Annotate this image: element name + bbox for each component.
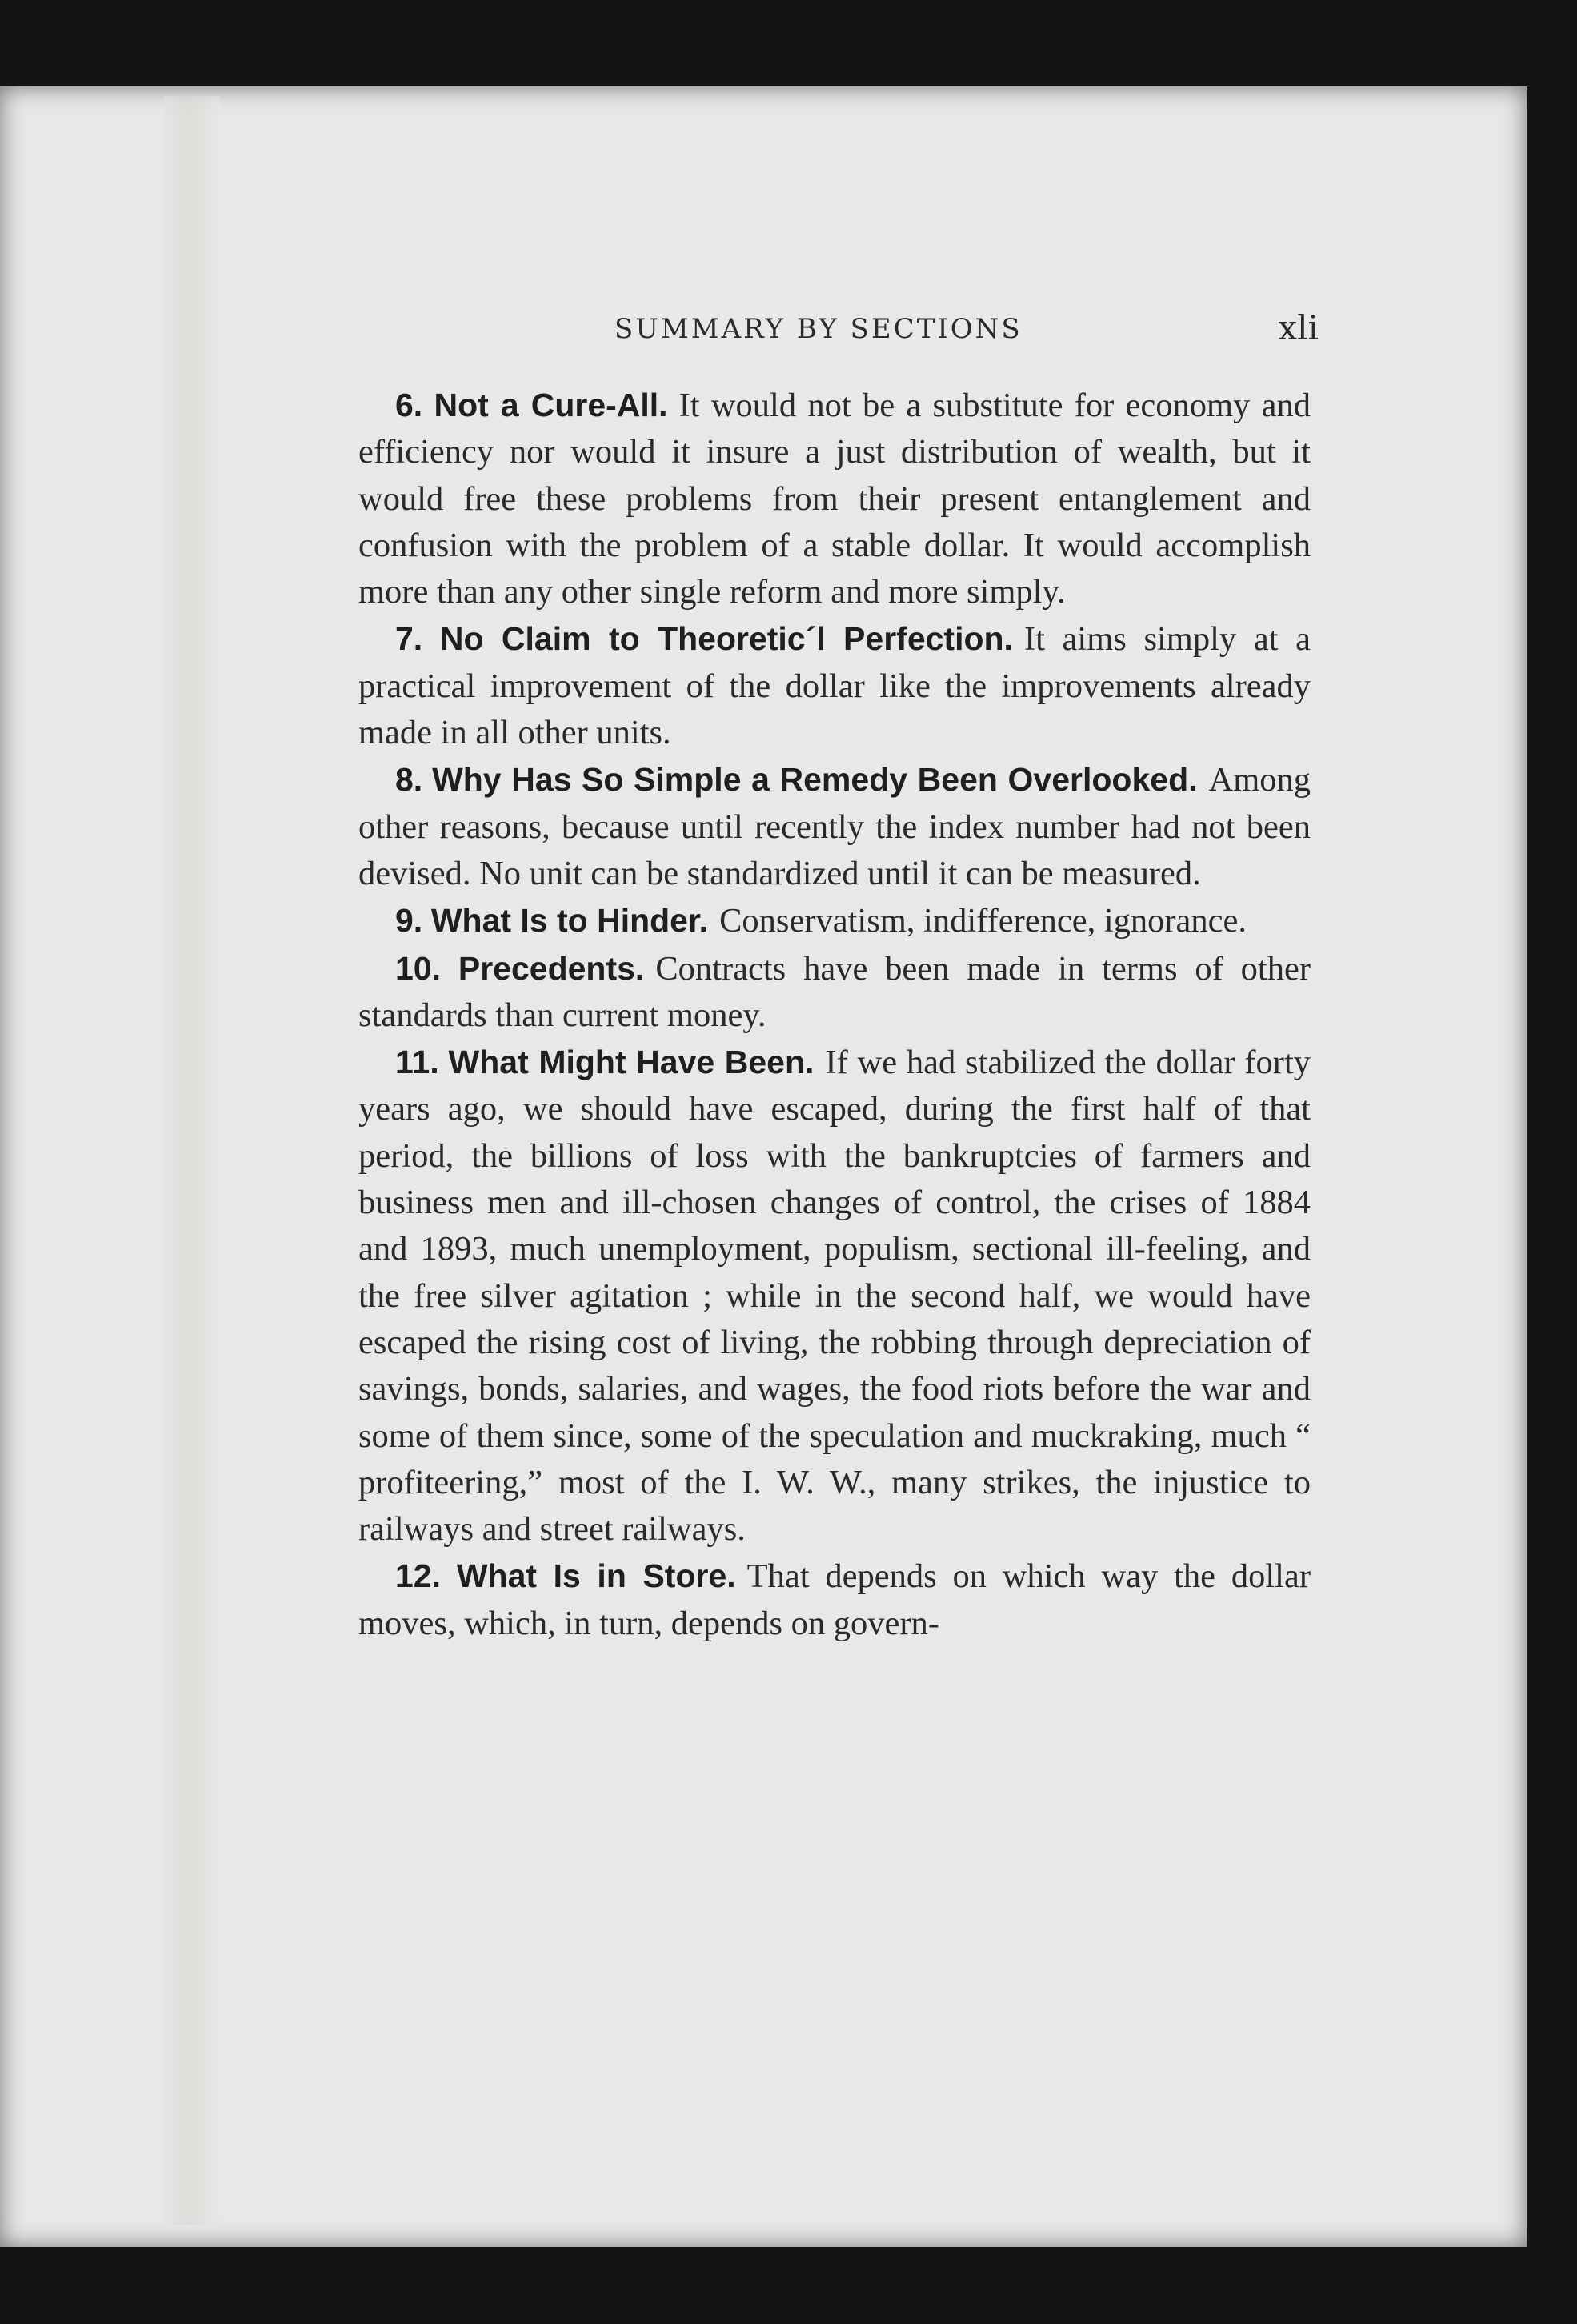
section-10 xyxy=(358,945,1311,1040)
section-9 xyxy=(358,897,1311,944)
section-title: Not a Cure-All. xyxy=(434,387,668,423)
section-text: It aims simply at a practical improvement of the dollar like the improvements already made in all other units. xyxy=(358,620,1311,752)
section-title: What Might Have Been. xyxy=(448,1044,815,1081)
section-title: What Is in Store. xyxy=(456,1557,736,1595)
running-head: SUMMARY BY SECTIONS xyxy=(614,313,1023,345)
section-text: It would not be a substitute for economy and efficiency nor would it insure a just distribution of wealth, but it would free these problems from their present entanglement and confusion with the problem of a stable dollar. It would accomplish more than any other single reform and more simply. xyxy=(358,387,1311,611)
summary-body xyxy=(358,382,1311,1647)
section-title: Precedents. xyxy=(458,949,645,987)
section-number: 10. xyxy=(395,949,441,987)
section-title: What Is to Hinder. xyxy=(430,902,709,940)
section-text: Contracts have been made in terms of other standards than current money. xyxy=(358,949,1311,1034)
page-header xyxy=(358,308,1319,356)
section-11 xyxy=(358,1039,1311,1553)
section-number: 9. xyxy=(395,902,423,940)
section-title: No Claim to Theoretic´l Perfection. xyxy=(439,620,1013,658)
section-text: Conservatism, indifference, ignorance. xyxy=(719,902,1247,940)
section-number: 11. xyxy=(395,1044,439,1081)
section-7 xyxy=(358,615,1311,756)
section-6 xyxy=(358,382,1311,615)
page-number: xli xyxy=(1278,308,1319,347)
section-title: Why Has So Simple a Remedy Been Overlooked. xyxy=(432,761,1198,799)
section-number: 6. xyxy=(395,387,423,423)
section-number: 7. xyxy=(395,620,423,658)
section-number: 12. xyxy=(395,1557,441,1595)
section-text: If we had stabilized the dollar forty years ago, we should have escaped, during the first half of that period, the billions of loss with the bankruptcies of farmers and business men and ill-chosen changes of control, the crises of 1884 and 1893, much unemployment, populism, sectional ill-feeling, and the free silver agitation ; while in the second half, we would have escaped the rising cost of living, the robbing through depreciation of savings, bonds, salaries, and wages, the food riots before the war and some of them since, some of the speculation and muckraking, much “ profiteering,” most of the I. W. W., many strikes, the injustice to railways and street railways. xyxy=(358,1044,1311,1549)
section-8 xyxy=(358,756,1311,897)
section-12 xyxy=(358,1553,1311,1647)
section-text: Among other reasons, because until recently the index number had not been devised. No unit can be standardized until it can be measured. xyxy=(358,761,1311,892)
section-number: 8. xyxy=(395,761,423,799)
section-text: That depends on which way the dollar moves, which, in turn, depends on govern- xyxy=(358,1557,1311,1642)
page-gutter-shadow xyxy=(164,96,220,2225)
